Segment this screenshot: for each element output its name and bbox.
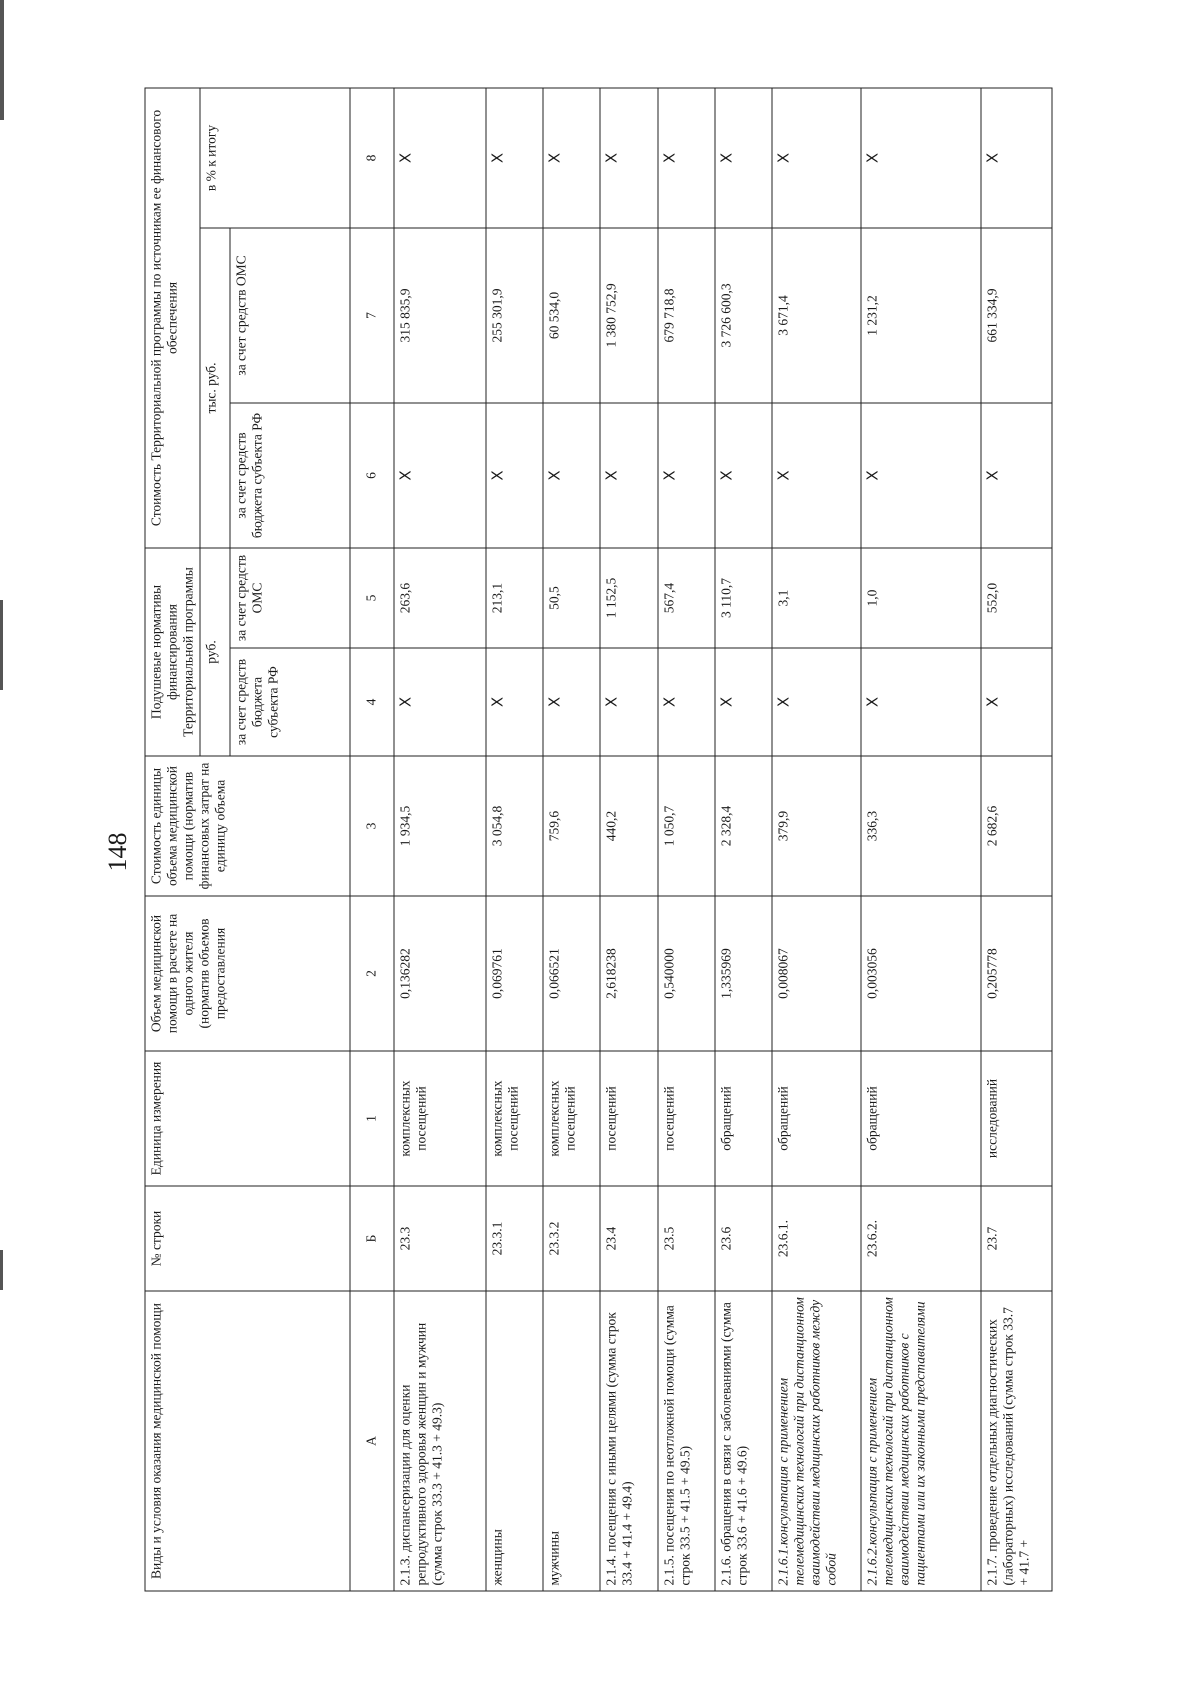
table-row bbox=[485, 87, 542, 1590]
table-row bbox=[657, 87, 714, 1590]
header-total-oms: за счет средств ОМС bbox=[230, 227, 350, 402]
row-cost: 2 682,6 bbox=[980, 756, 1051, 896]
row-total-oms: 3 671,4 bbox=[772, 227, 861, 402]
table-row bbox=[772, 87, 861, 1590]
row-per-capita-budget: Х bbox=[393, 648, 485, 756]
index-cell: 6 bbox=[350, 402, 394, 547]
header-per-capita-oms: за счет средств ОМС bbox=[230, 547, 350, 647]
header-per-capita-unit: руб. bbox=[200, 547, 230, 755]
row-name: 2.1.5. посещения по неотложной помощи (сумма строк 33.5 + 41.5 + 49.5) bbox=[657, 1291, 714, 1591]
row-unit: обращений bbox=[715, 1051, 772, 1186]
row-total-pct: Х bbox=[600, 87, 657, 227]
row-unit: комплексных посещений bbox=[485, 1051, 542, 1186]
row-cost: 759,6 bbox=[542, 756, 599, 896]
row-per-capita-budget: Х bbox=[600, 648, 657, 756]
row-name: 2.1.4. посещения с иными целями (сумма строк 33.4 + 41.4 + 49.4) bbox=[600, 1291, 657, 1591]
row-number: 23.3.1 bbox=[485, 1186, 542, 1291]
row-total-oms: 255 301,9 bbox=[485, 227, 542, 402]
row-volume: 0,066521 bbox=[542, 896, 599, 1051]
row-total-budget: Х bbox=[772, 402, 861, 547]
row-total-pct: Х bbox=[542, 87, 599, 227]
row-unit: обращений bbox=[861, 1051, 981, 1186]
row-name: мужчины bbox=[542, 1291, 599, 1591]
row-cost: 379,9 bbox=[772, 756, 861, 896]
row-total-oms: 3 726 600,3 bbox=[715, 227, 772, 402]
header-per-capita-budget: за счет средств бюджета субъекта РФ bbox=[230, 648, 350, 756]
index-cell: 8 bbox=[350, 87, 394, 227]
row-unit: комплексных посещений bbox=[393, 1051, 485, 1186]
row-unit: обращений bbox=[772, 1051, 861, 1186]
table-row bbox=[861, 87, 981, 1590]
row-volume: 0,540000 bbox=[657, 896, 714, 1051]
header-cost: Стоимость единицы объема медицинской помощи (норматив финансовых затрат на единицу объема bbox=[145, 756, 350, 896]
row-total-budget: Х bbox=[542, 402, 599, 547]
row-number: 23.5 bbox=[657, 1186, 714, 1291]
row-total-pct: Х bbox=[715, 87, 772, 227]
row-number: 23.6.1. bbox=[772, 1186, 861, 1291]
row-number: 23.7 bbox=[980, 1186, 1051, 1291]
row-per-capita-budget: Х bbox=[657, 648, 714, 756]
header-total-pct: в % к итогу bbox=[200, 87, 350, 227]
row-total-oms: 1 380 752,9 bbox=[600, 227, 657, 402]
table-row bbox=[542, 87, 599, 1590]
row-cost: 2 328,4 bbox=[715, 756, 772, 896]
table-row bbox=[600, 87, 657, 1590]
row-per-capita-oms: 213,1 bbox=[485, 547, 542, 647]
index-cell: 2 bbox=[350, 896, 394, 1051]
row-name: 2.1.3. диспансеризации для оценки репродуктивного здоровья женщин и мужчин (сумма строк 33.3 + 41.3 + 49.3) bbox=[393, 1291, 485, 1591]
header-unit: Единица измерения bbox=[145, 1051, 350, 1186]
row-name: 2.1.6. обращения в связи с заболеваниями (сумма строк 33.6 + 41.6 + 49.6) bbox=[715, 1291, 772, 1591]
scan-edge-mark bbox=[0, 0, 4, 120]
financing-table-rotated bbox=[144, 88, 1052, 1591]
row-number: 23.4 bbox=[600, 1186, 657, 1291]
row-name: 2.1.6.1.консультация с применением телемедицинских технологий при дистанционном взаимодействии медицинских работников между собой bbox=[772, 1291, 861, 1591]
row-name: 2.1.7. проведение отдельных диагностических (лабораторных) исследований (сумма строк 33.7 + 41.7 + bbox=[980, 1291, 1051, 1591]
row-per-capita-budget: Х bbox=[861, 648, 981, 756]
row-total-oms: 60 534,0 bbox=[542, 227, 599, 402]
row-total-pct: Х bbox=[980, 87, 1051, 227]
row-per-capita-budget: Х bbox=[980, 648, 1051, 756]
row-cost: 440,2 bbox=[600, 756, 657, 896]
row-volume: 0,008067 bbox=[772, 896, 861, 1051]
row-per-capita-budget: Х bbox=[542, 648, 599, 756]
row-volume: 0,136282 bbox=[393, 896, 485, 1051]
row-per-capita-budget: Х bbox=[485, 648, 542, 756]
row-volume: 2,618238 bbox=[600, 896, 657, 1051]
header-row-no: № строки bbox=[145, 1186, 350, 1291]
index-cell: 7 bbox=[350, 227, 394, 402]
row-total-budget: Х bbox=[861, 402, 981, 547]
table-body bbox=[350, 87, 1052, 1590]
row-total-oms: 679 718,8 bbox=[657, 227, 714, 402]
index-cell: 5 bbox=[350, 547, 394, 647]
row-number: 23.3.2 bbox=[542, 1186, 599, 1291]
row-per-capita-oms: 552,0 bbox=[980, 547, 1051, 647]
row-per-capita-oms: 263,6 bbox=[393, 547, 485, 647]
header-total-unit: тыс. руб. bbox=[200, 227, 230, 547]
row-number: 23.6 bbox=[715, 1186, 772, 1291]
row-per-capita-budget: Х bbox=[715, 648, 772, 756]
row-total-budget: Х bbox=[715, 402, 772, 547]
header-total: Стоимость Территориальной программы по источникам ее финансового обеспечения bbox=[145, 87, 200, 547]
header-per-capita: Подушевые нормативы финансирования Территориальной программы bbox=[145, 547, 200, 755]
row-per-capita-budget: Х bbox=[772, 648, 861, 756]
row-total-pct: Х bbox=[485, 87, 542, 227]
row-per-capita-oms: 3 110,7 bbox=[715, 547, 772, 647]
index-cell: 3 bbox=[350, 756, 394, 896]
row-total-pct: Х bbox=[861, 87, 981, 227]
row-unit: исследований bbox=[980, 1051, 1051, 1186]
table-row bbox=[980, 87, 1051, 1590]
row-total-oms: 315 835,9 bbox=[393, 227, 485, 402]
scan-edge-mark bbox=[0, 600, 3, 690]
row-total-budget: Х bbox=[657, 402, 714, 547]
table-row bbox=[715, 87, 772, 1590]
column-index-row bbox=[350, 87, 394, 1590]
row-total-pct: Х bbox=[393, 87, 485, 227]
row-total-pct: Х bbox=[657, 87, 714, 227]
header-kind: Виды и условия оказания медицинской помощи bbox=[145, 1291, 350, 1591]
row-volume: 0,205778 bbox=[980, 896, 1051, 1051]
page-number: 148 bbox=[103, 832, 132, 872]
row-volume: 0,069761 bbox=[485, 896, 542, 1051]
row-total-oms: 661 334,9 bbox=[980, 227, 1051, 402]
row-unit: комплексных посещений bbox=[542, 1051, 599, 1186]
row-per-capita-oms: 567,4 bbox=[657, 547, 714, 647]
header-volume: Объем медицинской помощи в расчете на одного жителя (норматив объемов предоставления bbox=[145, 896, 350, 1051]
financing-table bbox=[144, 87, 1052, 1591]
row-unit: посещений bbox=[657, 1051, 714, 1186]
header-total-budget: за счет средств бюджета субъекта РФ bbox=[230, 402, 350, 547]
row-per-capita-oms: 50,5 bbox=[542, 547, 599, 647]
row-number: 23.3 bbox=[393, 1186, 485, 1291]
row-name: 2.1.6.2.консультация с применением телемедицинских технологий при дистанционном взаимодействии медицинских работников с пациентами или их законными представителями bbox=[861, 1291, 981, 1591]
table-row bbox=[393, 87, 485, 1590]
row-per-capita-oms: 3,1 bbox=[772, 547, 861, 647]
row-total-oms: 1 231,2 bbox=[861, 227, 981, 402]
row-name: женщины bbox=[485, 1291, 542, 1591]
index-cell: Б bbox=[350, 1186, 394, 1291]
row-total-budget: Х bbox=[600, 402, 657, 547]
row-volume: 1,335969 bbox=[715, 896, 772, 1051]
row-per-capita-oms: 1,0 bbox=[861, 547, 981, 647]
row-cost: 1 050,7 bbox=[657, 756, 714, 896]
scan-edge-mark bbox=[0, 1250, 3, 1290]
row-number: 23.6.2. bbox=[861, 1186, 981, 1291]
row-cost: 1 934,5 bbox=[393, 756, 485, 896]
row-total-budget: Х bbox=[485, 402, 542, 547]
row-total-budget: Х bbox=[980, 402, 1051, 547]
index-cell: 4 bbox=[350, 648, 394, 756]
row-cost: 3 054,8 bbox=[485, 756, 542, 896]
index-cell: А bbox=[350, 1291, 394, 1591]
index-cell: 1 bbox=[350, 1051, 394, 1186]
row-unit: посещений bbox=[600, 1051, 657, 1186]
row-cost: 336,3 bbox=[861, 756, 981, 896]
row-total-budget: Х bbox=[393, 402, 485, 547]
row-volume: 0,003056 bbox=[861, 896, 981, 1051]
row-per-capita-oms: 1 152,5 bbox=[600, 547, 657, 647]
row-total-pct: Х bbox=[772, 87, 861, 227]
